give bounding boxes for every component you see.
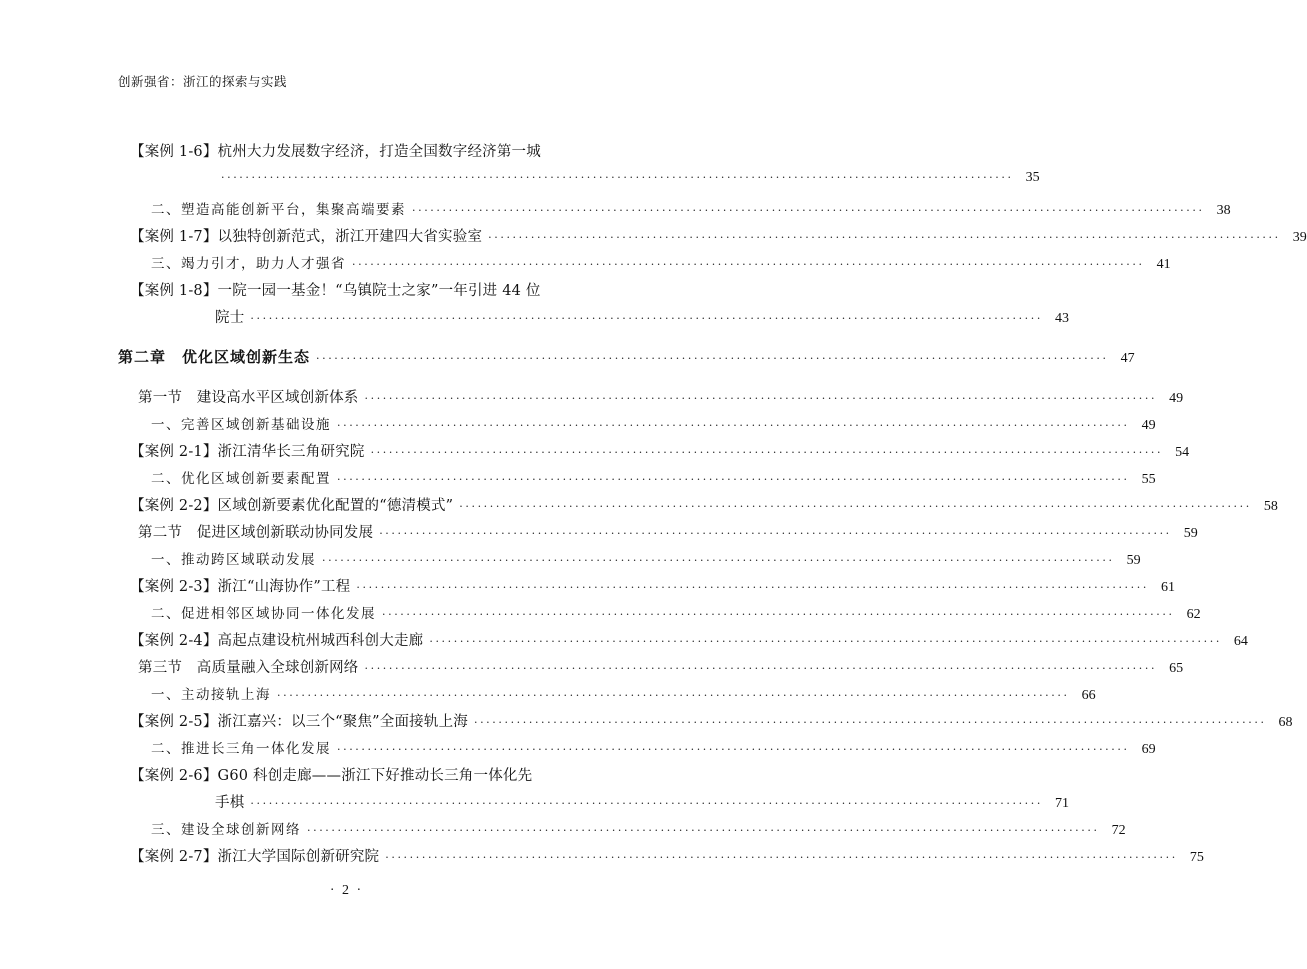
dot-leader: ·································································································································· — [473, 716, 1267, 729]
toc-entry — [151, 602, 1201, 623]
entry-page: 68 — [1278, 715, 1293, 730]
toc-entry — [130, 279, 590, 300]
entry-page: 69 — [1141, 742, 1156, 757]
toc-chapter — [118, 346, 1135, 367]
dot-leader: ·································································································································· — [364, 662, 1158, 675]
entry-page: 75 — [1189, 850, 1204, 865]
toc-entry — [130, 710, 1293, 731]
toc-entry — [130, 845, 1204, 866]
toc-entry — [151, 413, 1156, 434]
toc-entry — [130, 575, 1175, 596]
dot-leader: ·································································································································· — [385, 851, 1178, 864]
entry-title: 院士 — [215, 310, 245, 326]
dot-leader: ·································································································································· — [307, 824, 1100, 837]
dot-leader: ·································································································································· — [352, 258, 1145, 271]
section-title: 第三节 高质量融入全球创新网络 — [138, 660, 359, 676]
entry-page: 49 — [1169, 391, 1184, 406]
chapter-title: 第二章 优化区域创新生态 — [118, 348, 311, 366]
toc-entry — [151, 683, 1096, 704]
dot-leader: ·································································································································· — [370, 446, 1164, 459]
entry-page: 59 — [1183, 526, 1198, 541]
dot-leader: ·································································································································· — [316, 352, 1109, 365]
toc-entry — [151, 818, 1126, 839]
toc-entry — [215, 791, 1069, 812]
entry-title: 三、建设全球创新网络 — [151, 822, 301, 838]
toc-entry — [151, 467, 1156, 488]
dot-leader: ·································································································································· — [337, 419, 1130, 432]
section-title: 第一节 建设高水平区域创新体系 — [138, 390, 359, 406]
entry-title: 手棋 — [215, 795, 245, 811]
entry-title: 【案例 2-5】浙江嘉兴：以三个“聚焦”全面接轨上海 — [130, 714, 468, 730]
entry-page: 71 — [1054, 796, 1069, 811]
dot-leader: ·································································································································· — [379, 527, 1172, 540]
entry-title: 【案例 2-7】浙江大学国际创新研究院 — [130, 849, 380, 865]
dot-leader: ·································································································································· — [356, 581, 1149, 594]
dot-leader: ·································································································································· — [250, 797, 1043, 810]
entry-title: 【案例 2-4】高起点建设杭州城西科创大走廊 — [130, 633, 424, 649]
entry-title: 【案例 2-3】浙江“山海协作”工程 — [130, 579, 351, 595]
toc-entry — [130, 140, 590, 161]
entry-page: 47 — [1120, 351, 1135, 366]
entry-page: 38 — [1216, 203, 1231, 218]
entry-title: 【案例 1-6】杭州大力发展数字经济，打造全国数字经济第一城 — [130, 144, 541, 160]
toc-entry — [151, 252, 1171, 273]
entry-title: 【案例 2-1】浙江清华长三角研究院 — [130, 444, 365, 460]
dot-leader: ·································································································································· — [364, 392, 1158, 405]
entry-title: 一、完善区域创新基础设施 — [151, 417, 331, 433]
toc-section — [138, 386, 1184, 407]
toc-entry — [215, 170, 1040, 186]
entry-page: 65 — [1169, 661, 1184, 676]
entry-page: 58 — [1263, 499, 1278, 514]
dot-leader: ·································································································································· — [221, 171, 1014, 184]
toc-entry — [151, 198, 1231, 219]
entry-page: 43 — [1054, 311, 1069, 326]
entry-page: 55 — [1141, 472, 1156, 487]
entry-page: 49 — [1141, 418, 1156, 433]
dot-leader: ·································································································································· — [250, 312, 1043, 325]
entry-title: 一、主动接轨上海 — [151, 687, 271, 703]
toc-section — [138, 656, 1184, 677]
entry-title: 二、推进长三角一体化发展 — [151, 741, 331, 757]
toc-entry — [130, 629, 1248, 650]
entry-page: 72 — [1111, 823, 1126, 838]
entry-page: 59 — [1126, 553, 1141, 568]
entry-title: 【案例 2-2】区域创新要素优化配置的“德清模式” — [130, 498, 454, 514]
entry-title: 二、优化区域创新要素配置 — [151, 471, 331, 487]
entry-title: 二、促进相邻区域协同一体化发展 — [151, 606, 376, 622]
dot-leader: ·································································································································· — [322, 554, 1115, 567]
dot-leader: ·································································································································· — [429, 635, 1222, 648]
section-title: 第二节 促进区域创新联动协同发展 — [138, 525, 374, 541]
entry-title: 【案例 1-7】以独特创新范式，浙江开建四大省实验室 — [130, 229, 483, 245]
toc-entry — [151, 737, 1156, 758]
toc-entry — [130, 440, 1190, 461]
toc-entry — [130, 225, 1307, 246]
dot-leader: ·································································································································· — [459, 500, 1252, 513]
toc-entry — [151, 548, 1141, 569]
toc-section — [138, 521, 1198, 542]
entry-title: 【案例 1-8】一院一园一基金！“乌镇院士之家”一年引进 44 位 — [130, 283, 541, 299]
entry-title: 三、竭力引才，助力人才强省 — [151, 256, 346, 272]
entry-page: 62 — [1186, 607, 1201, 622]
dot-leader: ·································································································································· — [412, 204, 1205, 217]
toc-entry — [130, 494, 1278, 515]
entry-page: 64 — [1233, 634, 1248, 649]
dot-leader: ·································································································································· — [337, 473, 1130, 486]
entry-page: 61 — [1160, 580, 1175, 595]
entry-page: 35 — [1025, 170, 1040, 185]
dot-leader: ·································································································································· — [488, 231, 1281, 244]
dot-leader: ·································································································································· — [277, 689, 1070, 702]
entry-page: 54 — [1175, 445, 1190, 460]
entry-title: 二、塑造高能创新平台，集聚高端要素 — [151, 202, 406, 218]
page-number: · 2 · — [329, 883, 364, 898]
dot-leader: ·································································································································· — [382, 608, 1175, 621]
toc-entry — [130, 764, 590, 785]
entry-page: 66 — [1081, 688, 1096, 703]
running-header: 创新强省：浙江的探索与实践 — [118, 74, 288, 89]
toc-entry — [215, 306, 1069, 327]
entry-title: 【案例 2-6】G60 科创走廊——浙江下好推动长三角一体化先 — [130, 768, 533, 784]
entry-page: 39 — [1292, 230, 1307, 245]
entry-title: 一、推动跨区域联动发展 — [151, 552, 316, 568]
dot-leader: ·································································································································· — [337, 743, 1130, 756]
entry-page: 41 — [1156, 257, 1171, 272]
